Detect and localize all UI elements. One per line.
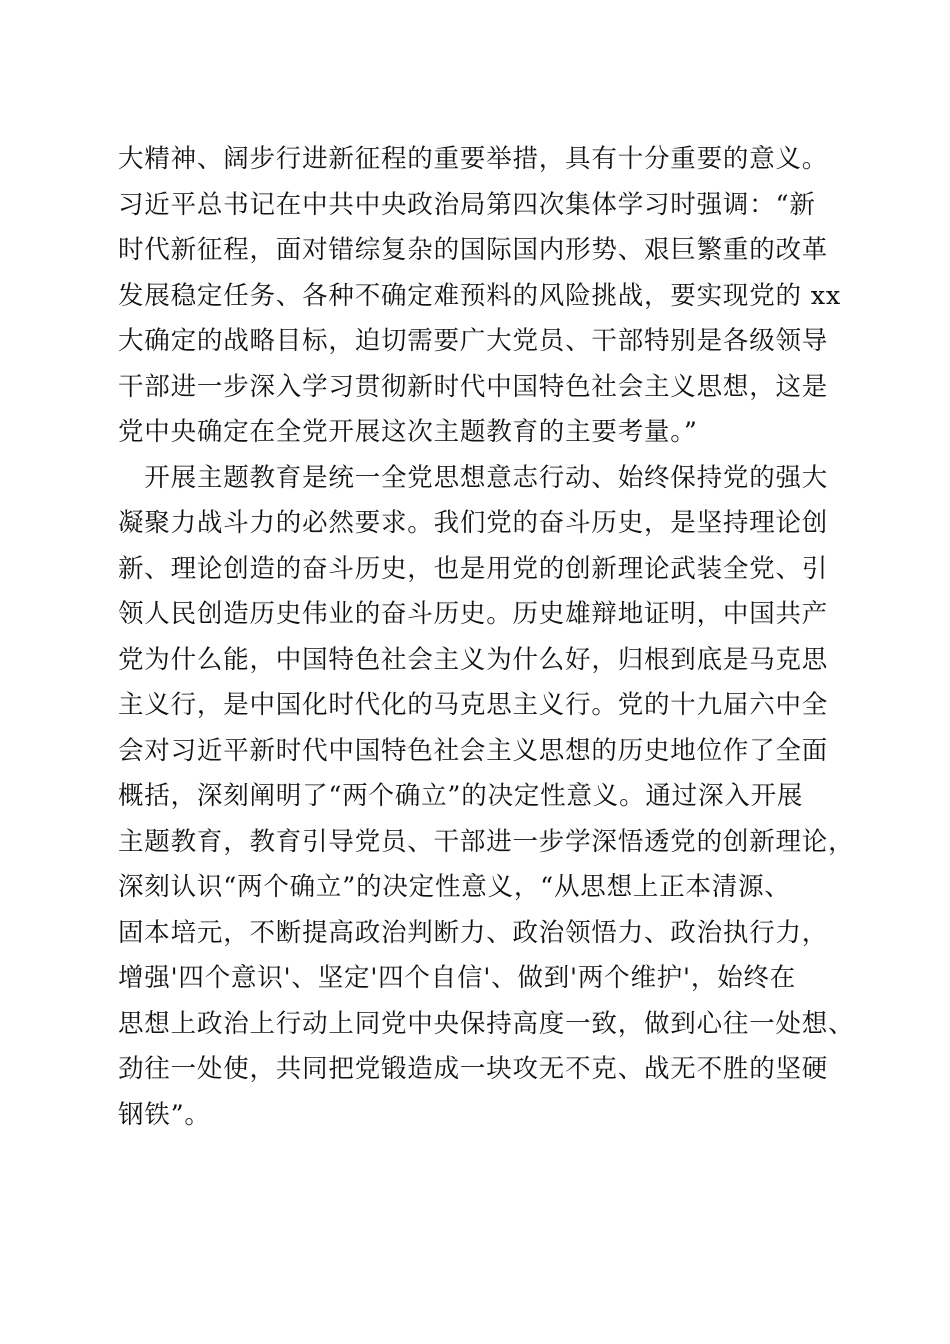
body-text bbox=[118, 137, 855, 1138]
text-line: 新、理论创造的奋斗历史，也是用党的创新理论武装全党、引 bbox=[118, 553, 829, 584]
text-line: 领人民创造历史伟业的奋斗历史。历史雄辩地证明，中国共产 bbox=[118, 599, 829, 629]
text-line: 主题教育，教育引导党员、干部进一步学深悟透党的创新理论， bbox=[118, 826, 855, 857]
text-line: 会对习近平新时代中国特色社会主义思想的历史地位作了全面 bbox=[118, 735, 829, 766]
text-line: 主义行，是中国化时代化的马克思主义行。党的十九届六中全 bbox=[118, 690, 829, 720]
text-line: 凝聚力战斗力的必然要求。我们党的奋斗历史，是坚持理论创 bbox=[118, 508, 829, 538]
text-line: 党为什么能，中国特色社会主义为什么好，归根到底是马克思 bbox=[118, 644, 829, 675]
text-line: 大确定的战略目标，迫切需要广大党员、干部特别是各级领导 bbox=[118, 326, 829, 356]
text-line: 思想上政治上行动上同党中央保持高度一致，做到心往一处想、 bbox=[118, 1008, 855, 1039]
text-line: 劲往一处使，共同把党锻造成一块攻无不克、战无不胜的坚硬 bbox=[118, 1054, 829, 1084]
text-line: 深刻认识“两个确立”的决定性意义，“从思想上正本清源、 bbox=[118, 872, 791, 902]
text-line: 钢铁”。 bbox=[118, 1099, 211, 1130]
text-line: 概括，深刻阐明了“两个确立”的决定性意义。通过深入开展 bbox=[118, 781, 804, 811]
text-line: 固本培元，不断提高政治判断力、政治领悟力、政治执行力， bbox=[118, 917, 829, 948]
text-line: 增强'四个意识'、坚定'四个自信'、做到'两个维护'，始终在 bbox=[118, 963, 797, 993]
text-line: 大精神、阔步行进新征程的重要举措，具有十分重要的意义。 bbox=[118, 144, 829, 174]
text-line: 时代新征程，面对错综复杂的国际国内形势、艰巨繁重的改革 bbox=[118, 235, 829, 265]
text-line: 干部进一步深入学习贯彻新时代中国特色社会主义思想，这是 bbox=[118, 371, 829, 402]
text-line: 党中央确定在全党开展这次主题教育的主要考量。” bbox=[118, 417, 698, 447]
paragraph-start-line: 开展主题教育是统一全党思想意志行动、始终保持党的强大 bbox=[118, 462, 829, 493]
text-line: 习近平总书记在中共中央政治局第四次集体学习时强调：“新 bbox=[118, 189, 816, 220]
text-line: 发展稳定任务、各种不确定难预料的风险挑战，要实现党的 xx bbox=[118, 280, 842, 311]
